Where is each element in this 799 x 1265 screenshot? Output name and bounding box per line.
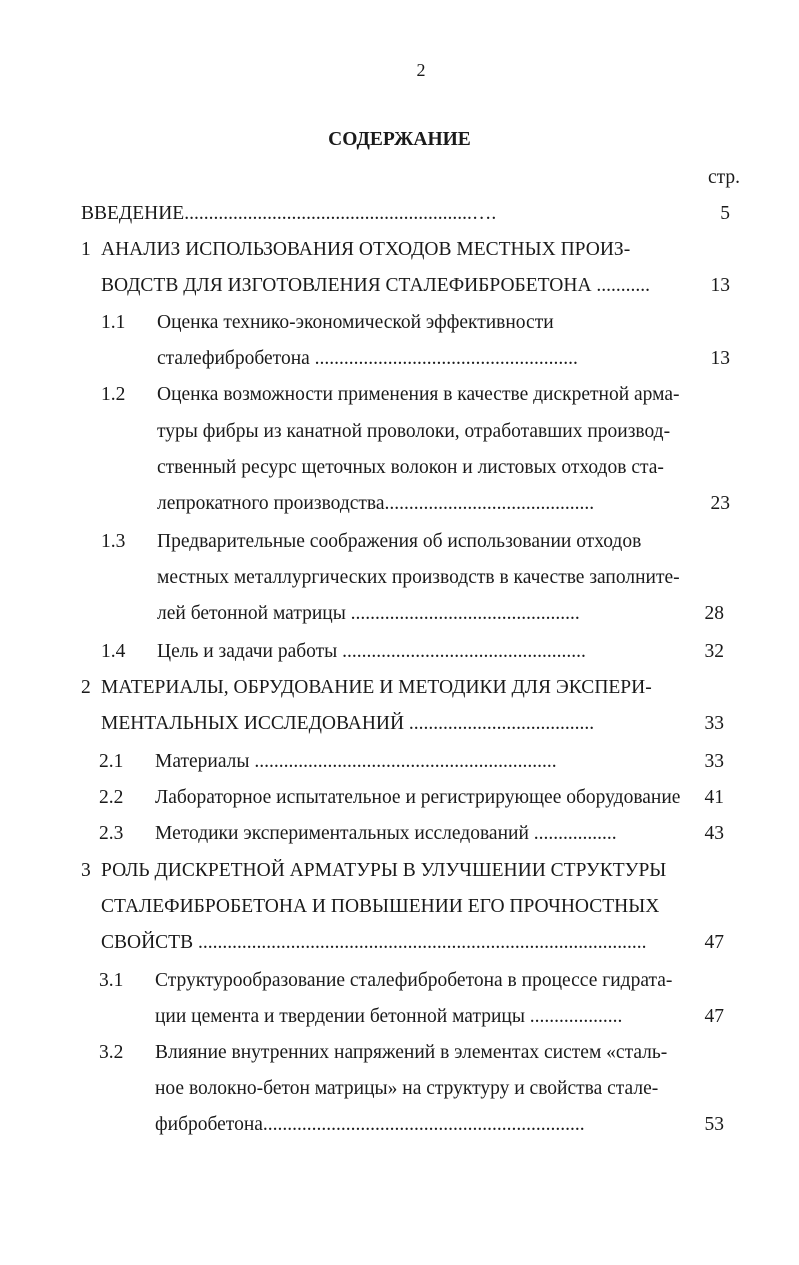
toc-entry-page: 5 — [720, 203, 730, 224]
toc-entry-text: Влияние внутренних напряжений в элементах систем «сталь- — [155, 1042, 668, 1063]
toc-entry-page: 28 — [704, 603, 724, 624]
toc-entry-page: 53 — [704, 1114, 724, 1135]
toc-entry-page: 13 — [710, 348, 730, 369]
toc-entry-number: 1 — [81, 239, 91, 260]
toc-entry-text: Оценка технико-экономической эффективности — [157, 312, 554, 333]
toc-entry-page: 23 — [710, 493, 730, 514]
toc-entry-text: ВВЕДЕНИЕ...........................................................…. — [81, 203, 497, 224]
toc-entry-text: Материалы .............................................................. — [155, 751, 557, 772]
toc-entry-text: СТАЛЕФИБРОБЕТОНА И ПОВЫШЕНИИ ЕГО ПРОЧНОСТНЫХ — [101, 896, 660, 917]
toc-entry-number: 3.2 — [99, 1042, 124, 1063]
toc-entry-text: ственный ресурс щеточных волокон и листовых отходов ста- — [157, 457, 664, 478]
toc-entry-number: 1.4 — [101, 641, 126, 662]
toc-entry-page: 47 — [704, 932, 724, 953]
toc-entry-page: 32 — [704, 641, 724, 662]
toc-entry-number: 2.3 — [99, 823, 124, 844]
toc-entry-text: Структурообразование сталефибробетона в процессе гидрата- — [155, 970, 673, 991]
toc-entry-page: 33 — [704, 751, 724, 772]
page-column-label: стр. — [707, 167, 740, 188]
toc-entry-text: СВОЙСТВ ............................................................................................ — [101, 932, 647, 953]
toc-entry-text: РОЛЬ ДИСКРЕТНОЙ АРМАТУРЫ В УЛУЧШЕНИИ СТРУКТУРЫ — [101, 860, 667, 881]
toc-entry-text: лей бетонной матрицы ............................................... — [157, 603, 580, 624]
toc-entry-number: 2.1 — [99, 751, 124, 772]
toc-entry-text: МЕНТАЛЬНЫХ ИССЛЕДОВАНИЙ ...................................... — [101, 713, 595, 734]
toc-entry-text: Оценка возможности применения в качестве дискретной арма- — [157, 384, 680, 405]
toc-entry-number: 1.2 — [101, 384, 126, 405]
toc-entry-text: лепрокатного производства........................................... — [157, 493, 595, 514]
toc-entry-page: 33 — [704, 713, 724, 734]
toc-entry-text: Методики экспериментальных исследований ................. — [155, 823, 617, 844]
toc-entry-page: 13 — [710, 275, 730, 296]
toc-entry-text: Предварительные соображения об использовании отходов — [157, 531, 642, 552]
toc-entry-text: ции цемента и твердении бетонной матрицы ................... — [155, 1006, 623, 1027]
toc-entry-number: 3 — [81, 860, 91, 881]
toc-entry-page: 47 — [704, 1006, 724, 1027]
toc-entry-text: Лабораторное испытательное и регистрирующее оборудование — [155, 787, 681, 808]
toc-entry-text: местных металлургических производств в качестве заполните- — [157, 567, 680, 588]
toc-entry-text: туры фибры из канатной проволоки, отработавших производ- — [157, 421, 671, 442]
toc-entry-text: сталефибробетона ...................................................... — [157, 348, 578, 369]
toc-entry-number: 1.3 — [101, 531, 126, 552]
toc-entry-page: 43 — [704, 823, 724, 844]
toc-entry-text: фибробетона.................................................................. — [155, 1114, 585, 1135]
toc-entry-text: АНАЛИЗ ИСПОЛЬЗОВАНИЯ ОТХОДОВ МЕСТНЫХ ПРОИЗ- — [101, 239, 631, 260]
toc-entry-text: ное волокно-бетон матрицы» на структуру и свойства стале- — [155, 1078, 659, 1099]
page-number: 2 — [416, 60, 426, 80]
toc-entry-page: 41 — [704, 787, 724, 808]
page-title: СОДЕРЖАНИЕ — [328, 129, 471, 150]
toc-entry-number: 2 — [81, 677, 91, 698]
toc-entry-text: МАТЕРИАЛЫ, ОБРУДОВАНИЕ И МЕТОДИКИ ДЛЯ ЭКСПЕРИ- — [101, 677, 652, 698]
toc-entry-number: 1.1 — [101, 312, 126, 333]
toc-entry-number: 2.2 — [99, 787, 124, 808]
toc-entry-number: 3.1 — [99, 970, 124, 991]
toc-entry-text: Цель и задачи работы .................................................. — [157, 641, 586, 662]
toc-entry-text: ВОДСТВ ДЛЯ ИЗГОТОВЛЕНИЯ СТАЛЕФИБРОБЕТОНА ........... — [101, 275, 651, 296]
